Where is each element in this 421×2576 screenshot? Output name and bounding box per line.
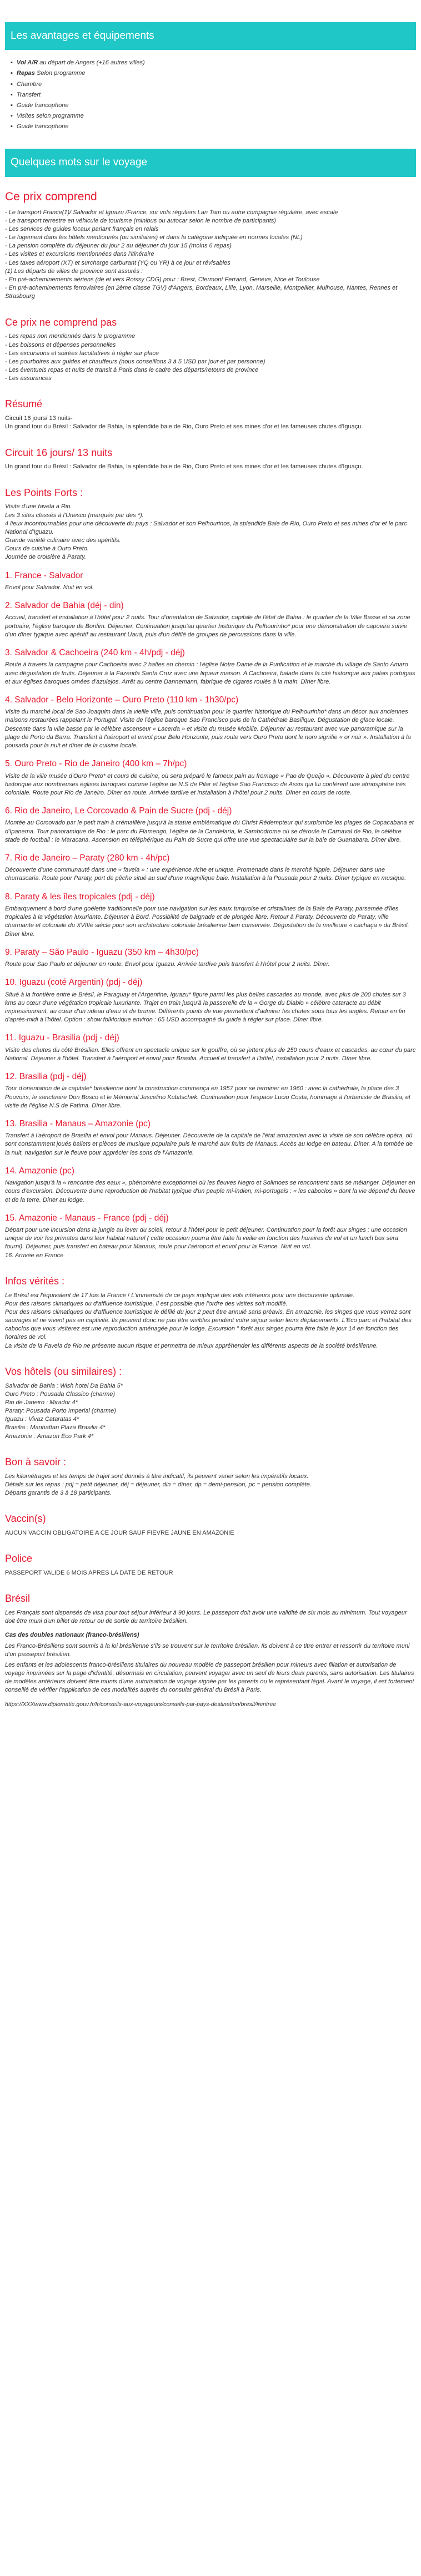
hotel-line: Rio de Janeiro : Mirador 4* [5,1399,78,1406]
included-line: - Les taxes aéroport (XT) et surcharge carburant (YQ ou YR) à ce jour et révisables [5,259,230,266]
good-to-know-list [5,1472,416,1498]
not-included-line: - Les pourboires aux guides et chauffeurs (nous conseillons 3 à 5 USD par jour et par personne) [5,358,265,365]
included-line: - Le logement dans les hôtels mentionnés (ou similaires) et dans la catégorie indiquée en normes locales (NL) [5,234,303,241]
info-line: La visite de la Favela de Rio ne présente aucun risque et permettra de mieux appréhender les différents aspects de la société brésilienne. [5,1342,378,1349]
day-text: Découverte d'une communauté dans une « favela » : une expérience riche et unique. Promenade dans le marché hippie. Déjeuner dans une churrascaria. Route pour Paraty, port de pêche situé au sud d'une magnifique baie. Installation à la Pousada pour 2 nuits. Dîner typique en musique. [5,867,407,882]
highlight-line: Les 3 sites classés à l'Unesco (marqués par des *). [5,512,144,519]
included-line: - La pension complète du déjeuner du jour 2 au déjeuner du jour 15 (moins 6 repas) [5,242,232,250]
good-to-know-line: Départs garantis de 3 à 18 participants. [5,1489,112,1496]
highlights-title: Les Points Forts : [5,487,83,498]
itinerary [5,570,416,1260]
day-title: 10. Iguazu (coté Argentin) (pdj - déj) [5,978,143,988]
dual-nationals-subtitle: Cas des doubles nationaux (franco-brésiliens) [5,1632,139,1639]
hotel-line: Brasilia : Manhattan Plaza Brasilia 4* [5,1424,106,1431]
day-text: Navigation jusqu'à la « rencontre des eaux », phénomène exceptionnel où les fleuves Negro et Solimoes se rencontrent sans se mélanger. Déjeuner en cours d'excursion. Découverte d'une reproduction de l'habitat typique d'un peuple mi-indien, mi-portugais : « les caboclos » dont la vie dépend du fleuve et de la terre. Dîner au lodge. [5,1180,415,1203]
hotel-line: Iguazu : Vivaz Cataratas 4* [5,1416,79,1423]
included-line: - En pré-acheminements ferroviaires (en 2ème classe TGV) d'Angers, Bordeaux, Lille, Lyon, Marseille, Montpellier, Mulhouse, Nantes, Rennes et Strasbourg [5,285,398,300]
vaccines-title: Vaccin(s) [5,1513,46,1525]
day-text: Départ pour une incursion dans la jungle au lever du soleil, retour à l'hôtel pour le petit déjeuner. Continuation pour la forêt aux singes : une occasion unique de voir les primates dans leur habitat naturel ( cette occasion pourra être faite la veille en fonction des horaires de vol et un lunch box sera fourni). Déjeuner, puis transfert en bateau pour Manaus, route pour l'aéroport et envol pour la France. Nuit en vol. [5,1227,407,1251]
day-title: 14. Amazonie (pc) [5,1166,74,1176]
good-to-know-line: Détails sur les repas : pdj = petit déjeuner, déj = déjeuner, din = dîner, dp = demi-pension, pc = pension complète. [5,1481,312,1488]
brazil-title: Brésil [5,1593,31,1605]
advantages-header: Les avantages et équipements [5,22,416,50]
bottom-spacer [5,1708,416,1720]
advantage-item: ▪ Vol A/R au départ de Angers (+16 autres villes) [11,58,416,68]
included-line: - Le transport terrestre en véhicule de tourisme (minibus ou autocar selon le nombre de participants) [5,217,276,224]
advantage-item: ▪ Guide francophone [11,100,416,111]
info-title: Infos vérités : [5,1275,65,1287]
day-title: 2. Salvador de Bahia (déj - din) [5,601,124,611]
not-included-title: Ce prix ne comprend pas [5,316,117,328]
day-text: Accueil, transfert et installation à l'hôtel pour 2 nuits. Tour d'orientation de Salvador, capitale de l'état de Bahia : le quartier de la Ville Basse et sa zone portuaire, l'église baroque de Bonfim. Déjeuner. Continuation jusqu'au quartier historique du Pelhourinho* pour une démonstration de capoeira suivie d'un dîner typique avec apéritif au restaurant Uauá, puis d'un défilé de groupes de percussions dans la ville. [5,614,410,638]
info-line: Pour des raisons climatiques ou d'affluence touristique le défilé du jour 2 peut être annulé sans préavis. En amazonie, les singes que vous verrez sont sauvages et ne vivent pas en captivité. Ils peuvent donc ne pas être visibles pendant votre séjour selon leurs déplacements. L'Eco parc et l'habitat des caboclos que vous visiterez est une reproduction aménagée pour le lodge. Excursion " forêt aux singes pourra être faite le jour 14 en fonction des horaires de vol. [5,1308,412,1341]
day-text: Embarquement à bord d'une goélette traditionnelle pour une navigation sur les eaux turquoise et cristallines de la Baie de Paraty, parsemée d'îles tropicales à la végétation luxuriante. Déjeuner à Bord. Possibilité de baignade et de plongée libre. Retour à Paraty. Découverte de Paraty, ville charmante et coloniale du XVIIIe siècle pour son architecture coloniale brésilienne bien conservée. Dégustation de la meilleure « cachaça » du Brésil. Dîner libre. [5,905,409,938]
highlight-line: 4 lieux incontournables pour une découverte du pays : Salvador et son Pelhourinos, la splendide Baie de Rio, Ouro Preto et ses mines d'or et le parc National d'Iguazu. [5,520,407,535]
day-title: 4. Salvador - Belo Horizonte – Ouro Preto (110 km - 1h30/pc) [5,695,239,705]
summary-text [5,414,416,431]
not-included-list [5,332,416,383]
included-line: - Le transport France(1)/ Salvador et Iguazu /France, sur vols réguliers Lan Tam ou autre compagnie régulière, avec escale [5,209,338,216]
summary-line: Circuit 16 jours/ 13 nuits- [5,415,73,422]
advantages-list [5,58,416,132]
day-text: Situé à la frontière entre le Brésil, le Paraguay et l'Argentine, Iguazu* figure parmi les plus belles cascades au monde, avec plus de 200 chutes sur 3 kms au cœur d'une végétation tropicale luxuriante. Trajet en train jusqu'à la passerelle de la « Gorge du Diablo » célèbre cataracte au débit impressionnant, au cœur d'un rideau d'eau et de brume. Différents points de vue permettent d'admirer les chutes sous tous les angles. Retour en fin d'après-midi à l'hôtel. Option : show folklorique environ : 65 USD accompagné du guide à régler sur place. Dîner libre. [5,991,406,1024]
included-title: Ce prix comprend [5,190,97,203]
hotel-line: Paraty: Pousada Porto Imperial (charme) [5,1408,116,1415]
day-text: Visite du marché local de Sao Joaquim dans la vieille ville, puis continuation pour le quartier historique du Pelhourinho* dans un décor aux anciennes maisons restaurées rappelant le Portugal. Visite de l'église baroque Sao Francisco puis de la Cathédrale Basilique. Dégustation de glace locale. Descente dans la ville basse par le célèbre ascenseur « Lacerda » et visite du musée Mobilie. Déjeuner au restaurant avec vue panoramique sur la plage de Porto da Barra. Transfert à l'aéroport et envol pour Belo Horizonte, puis route vers Ouro Preto dont le nom signifie « or noir ». Installation à la pousada pour la nuit et dîner de la cuisine locale. [5,708,411,749]
advantage-item: ▪ Transfert [11,90,416,100]
hotels-title: Vos hôtels (ou similaires) : [5,1365,122,1377]
advantage-item: ▪ Chambre [11,79,416,90]
hotel-line: Salvador de Bahia : Wish hotel Da Bahia 5* [5,1382,123,1389]
diplomatie-link[interactable]: https://XXXwww.diplomatie.gouv.fr/fr/conseils-aux-voyageurs/conseils-par-pays-destination/bresil/#entree [5,1701,277,1708]
included-line: - En pré-acheminements aériens (de et vers Roissy CDG) pour : Brest, Clermont Ferrand, Genève, Nice et Toulouse [5,276,320,283]
info-line: Le Brésil est l'équivalent de 17 fois la France ! L'immensité de ce pays implique des vols intérieurs pour une découverte optimale. [5,1292,355,1299]
included-line: (1) Les départs de villes de province sont assurés : [5,267,143,275]
day-title: 1. France - Salvador [5,570,83,580]
circuit-text: Un grand tour du Brésil : Salvador de Bahia, la splendide baie de Rio, Ouro Preto et ses mines d'or et les fameuses chutes d'Iguaçu. [5,463,363,470]
day-text: Tour d'orientation de la capitale* brésilienne dont la construction commença en 1957 pour se terminer en 1960 : avec la cathédrale, la place des 3 Pouvoirs, le sanctuaire Don Bosco et le Mémorial Juscelino Kubitschek. Continuation pour l'espace Lucio Costa, hommage à l'urbaniste de Brasilia, et visite de l'église N.S de Fatima. Dîner libre. [5,1085,410,1109]
highlight-line: Journée de croisière à Paraty. [5,554,86,561]
day-text: Route à travers la campagne pour Cachoeira avec 2 haltes en chemin : l'église Notre Dame de la Purification et le marché du village de Santo Amaro avec dégustation de fruits. Déjeuner à la Fazenda Santa Cruz avec une liqueur maison. A Cachoeira, balade dans la cité historique aux palais portugais et aux églises baroques ornées d'azulejos. Arrêt au centre Dannemann, fabrique de cigares roulés à la main. Dîner libre. [5,661,415,685]
hotels-list [5,1382,416,1441]
day-text: Envol pour Salvador. Nuit en vol. [5,584,94,591]
day-title: 6. Rio de Janeiro, Le Corcovado & Pain de Sucre (pdj - déj) [5,806,232,816]
day-title: 7. Rio de Janeiro – Paraty (280 km - 4h/pc) [5,853,170,863]
summary-title: Résumé [5,398,43,410]
police-text: PASSEPORT VALIDE 6 MOIS APRES LA DATE DE RETOUR [5,1569,173,1576]
hotel-line: Amazonie : Amazon Eco Park 4* [5,1433,94,1440]
day-title: 8. Paraty & les îles tropicales (pdj - déj) [5,892,155,902]
summary-line: Un grand tour du Brésil : Salvador de Bahia, la splendide baie de Rio, Ouro Preto et ses mines d'or et les fameuses chutes d'Iguaçu. [5,423,363,431]
included-line: - Les visites et excursions mentionnées dans l'itinéraire [5,251,154,258]
highlight-line: Cours de cuisine à Ouro Preto. [5,545,89,553]
day-arrival: 16. Arrivée en France [5,1252,64,1259]
about-header: Quelques mots sur le voyage [5,149,416,176]
highlights-list [5,503,416,561]
not-included-line: - Les assurances [5,375,52,382]
day-text: Visite des chutes du côté Brésilien. Elles offrent un spectacle unique sur le gouffre, où se jettent plus de 250 cours d'eaux et cascades, au cœur du parc National. Déjeuner à l'hôtel. Transfert à l'aéroport et envol pour Brasilia. Accueil et transfert à l'hôtel, installation pour 2 nuits. Dîner libre. [5,1046,416,1062]
good-to-know-line: Les kilométrages et les temps de trajet sont donnés à titre indicatif, ils peuvent varier selon les impératifs locaux. [5,1472,309,1480]
day-title: 5. Ouro Preto - Rio de Janeiro (400 km – 7h/pc) [5,759,187,769]
not-included-line: - Les éventuels repas et nuits de transit à Paris dans le cadre des départs/retours de province [5,367,259,374]
day-title: 11. Iguazu - Brasilia (pdj - déj) [5,1033,119,1043]
police-title: Police [5,1553,33,1565]
highlight-line: Grande variété culinaire avec des apéritifs. [5,537,121,544]
highlight-line: Visite d'une favela à Rio. [5,503,72,510]
minors-text: Les enfants et les adolescents franco-brésiliens titulaires du nouveau modèle de passeport brésilien pour mineurs avec filiation et autorisation de voyage imprimées sur la page d'identité, désormais en circulation, peuvent voyager avec un seul de leurs deux parents, sans autorisation. Les titulaires de modèles antérieurs doivent être munis d'une autorisation de voyage signée par les parents ou le représentant légal. Avant le voyage, il est fortement conseillé de vérifier l'application de ces modalités auprès du consulat général du Brésil à Paris. [5,1661,414,1694]
not-included-line: - Les excursions et soirées facultatives à régler sur place [5,350,159,357]
good-to-know-title: Bon à savoir : [5,1456,67,1467]
not-included-line: - Les repas non mentionnés dans le programme [5,333,136,340]
brazil-intro: Les Français sont dispensés de visa pour tout séjour inférieur à 90 jours. Le passeport doit avoir une validité de six mois au minimum. Tout voyageur doit être muni d'un billet de retour ou de sortie du territoire brésilien. [5,1609,407,1625]
day-title: 15. Amazonie - Manaus - France (pdj - déj) [5,1213,169,1223]
page-root [0,22,421,1720]
day-text: Transfert à l'aéroport de Brasilia et envol pour Manaus. Déjeuner. Découverte de la capitale de l'état amazonien avec la visite de son célèbre opéra, où sont constamment joués ballets et pièces de musique populaire puis le marché aux fruits de Manaus. Accès au lodge en bateau. Dîner. A la tombée de la nuit, navigation sur le fleuve pour apprécier les sons de l'Amazonie. [5,1132,413,1156]
not-included-line: - Les boissons et dépenses personnelles [5,341,116,348]
day-title: 12. Brasilia (pdj - déj) [5,1072,87,1082]
info-line: Pour des raisons climatiques ou d'affluence touristique, il est possible que l'ordre des visites soit modifié. [5,1300,288,1307]
vaccines-text: AUCUN VACCIN OBLIGATOIRE A CE JOUR SAUF FIEVRE JAUNE EN AMAZONIE [5,1529,234,1536]
advantage-item: ▪ Visites selon programme [11,111,416,122]
day-text: Visite de la ville musée d'Ouro Preto* et cours de cuisine, où sera préparé le fameux pain au fromage « Pao de Queijo ». Découverte à pied du centre historique aux nombreuses églises baroques comme l'église de N.S de Pilar et l'église Sao Francisco de Assis qui lui confèrent une atmosphère très coloniale. Route pour Rio de Janeiro. Dîner en route. Arrivée tardive et installation à l'hôtel pour 2 nuits. Dîner en cours de route. [5,772,410,796]
dual-nationals-text: Les Franco-Brésiliens sont soumis à la loi brésilienne s'ils se trouvent sur le territoire brésilien. Ils doivent à ce titre entrer et ressortir du territoire muni d'un passeport brésilien. [5,1642,410,1658]
hotel-line: Ouro Preto : Pousada Classico (charme) [5,1390,116,1398]
circuit-title: Circuit 16 jours/ 13 nuits [5,447,113,458]
included-list [5,209,416,301]
day-text: Route pour Sao Paulo et déjeuner en route. Envol pour Iguazu. Arrivée tardive puis transfert à l'hôtel pour 2 nuits. Dîner. [5,961,330,968]
day-title: 9. Paraty – São Paulo - Iguazu (350 km – 4h30/pc) [5,947,199,957]
advantage-item: ▪ Guide francophone [11,122,416,132]
advantage-item: ▪ Repas Selon programme [11,68,416,79]
day-title: 13. Brasilia - Manaus – Amazonie (pc) [5,1119,151,1128]
day-text: Montée au Corcovado par le petit train à crémaillère jusqu'à la statue emblématique du Christ Rédempteur qui surplombe les plages de Copacabana et d'Ipanema. Tour panoramique de Rio : le parc du Flamengo, l'église de la Candelaria, le Sambodrome où se déroule le Carnaval de Rio, le célèbre stade de football : le Maracana. Ascension en téléphérique au Pain de Sucre qui offre une vue spectaculaire sur la baie de Guanabara. Dîner libre. [5,819,414,843]
day-title: 3. Salvador & Cachoeira (240 km - 4h/pdj - déj) [5,648,185,657]
info-text [5,1292,416,1350]
included-line: - Les services de guides locaux parlant français en relais [5,225,159,232]
